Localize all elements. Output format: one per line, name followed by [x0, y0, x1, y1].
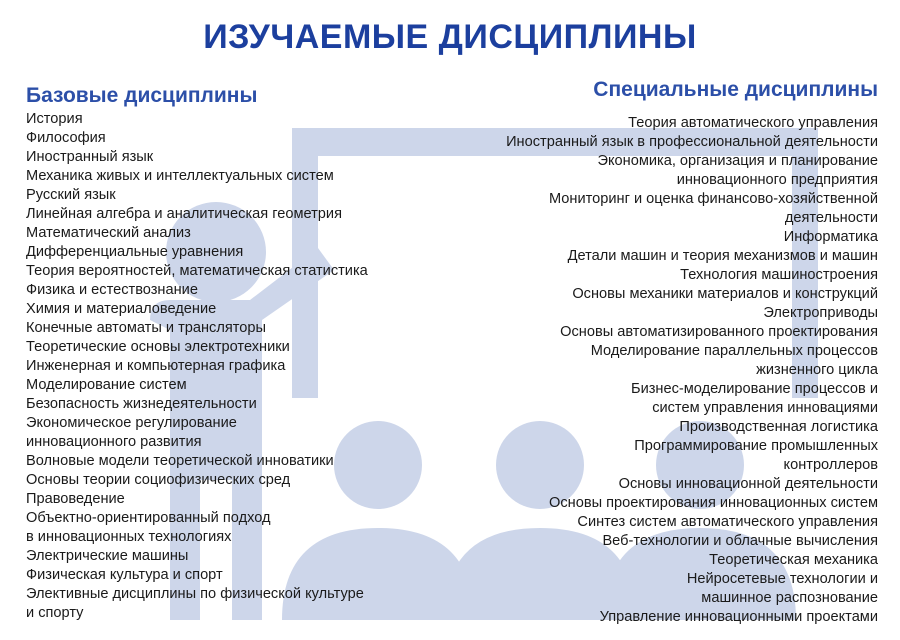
special-disciplines-list [408, 114, 878, 627]
page-title: ИЗУЧАЕМЫЕ ДИСЦИПЛИНЫ [203, 18, 697, 56]
list-item: Веб-технологии и облачные вычисления [602, 533, 878, 549]
list-item: Экономическое регулирование [26, 415, 237, 431]
list-item: Моделирование параллельных процессов [590, 343, 878, 359]
list-item: Моделирование систем [26, 377, 187, 393]
basic-disciplines-heading: Базовые дисциплины [26, 84, 258, 107]
list-item: Объектно-ориентированный подход [26, 510, 271, 526]
special-disciplines-heading: Специальные дисциплины [593, 78, 878, 101]
list-item: Синтез систем автоматического управления [577, 514, 878, 530]
list-item: Основы теории социофизических сред [26, 472, 291, 488]
list-item: Технология машиностроения [680, 267, 878, 283]
list-item: Основы автоматизированного проектирования [560, 324, 878, 340]
list-item: Нейросетевые технологии и [686, 571, 878, 587]
list-item: Конечные автоматы и трансляторы [26, 320, 267, 336]
list-item: в инновационных технологиях [26, 529, 232, 545]
list-item: Волновые модели теоретической инноватики [26, 453, 334, 469]
list-item: Механика живых и интеллектуальных систем [26, 168, 334, 184]
list-item: Информатика [783, 229, 878, 245]
list-item: контроллеров [783, 457, 878, 473]
list-item: История [26, 111, 83, 127]
list-item: Основы механики материалов и конструкций [572, 286, 878, 302]
list-item: Бизнес-моделирование процессов и [631, 381, 878, 397]
list-item: Программирование промышленных [634, 438, 878, 454]
list-item: и спорту [26, 605, 84, 621]
list-item: деятельности [784, 210, 878, 226]
list-item: Детали машин и теория механизмов и машин [567, 248, 878, 264]
list-item: Математический анализ [26, 225, 191, 241]
list-item: инновационного предприятия [676, 172, 878, 188]
list-item: Управление инновационными проектами [599, 609, 878, 625]
list-item: систем управления инновациями [652, 400, 878, 416]
list-item: Безопасность жизнедеятельности [26, 396, 257, 412]
list-item: Основы инновационной деятельности [618, 476, 878, 492]
list-item: Теория вероятностей, математическая статистика [26, 263, 368, 279]
list-item: Элективные дисциплины по физической культуре [26, 586, 364, 602]
basic-disciplines-column [26, 84, 446, 623]
list-item: Русский язык [26, 187, 116, 203]
list-item: Физика и естествознание [26, 282, 198, 298]
list-item: Теоретические основы электротехники [26, 339, 290, 355]
list-item: Физическая культура и спорт [26, 567, 223, 583]
list-item: жизненного цикла [756, 362, 878, 378]
list-item: Химия и материаловедение [26, 301, 217, 317]
list-item: Мониторинг и оценка финансово-хозяйственной [548, 191, 878, 207]
list-item: инновационного развития [26, 434, 202, 450]
list-item: Философия [26, 130, 106, 146]
list-item: Дифференциальные уравнения [26, 244, 244, 260]
list-item: Основы проектирования инновационных систем [549, 495, 878, 511]
list-item: Правоведение [26, 491, 125, 507]
list-item: Иностранный язык [26, 149, 154, 165]
list-item: машинное распознование [701, 590, 878, 606]
list-item: Иностранный язык в профессиональной деятельности [506, 134, 878, 150]
list-item: Теория автоматического управления [628, 115, 878, 131]
list-item: Электроприводы [763, 305, 878, 321]
list-item: Производственная логистика [679, 419, 878, 435]
list-item: Экономика, организация и планирование [597, 153, 878, 169]
basic-disciplines-list [26, 110, 446, 623]
list-item: Электрические машины [26, 548, 189, 564]
list-item: Теоретическая механика [709, 552, 878, 568]
special-disciplines-column [408, 78, 878, 627]
list-item: Линейная алгебра и аналитическая геометрия [26, 206, 342, 222]
list-item: Инженерная и компьютерная графика [26, 358, 286, 374]
